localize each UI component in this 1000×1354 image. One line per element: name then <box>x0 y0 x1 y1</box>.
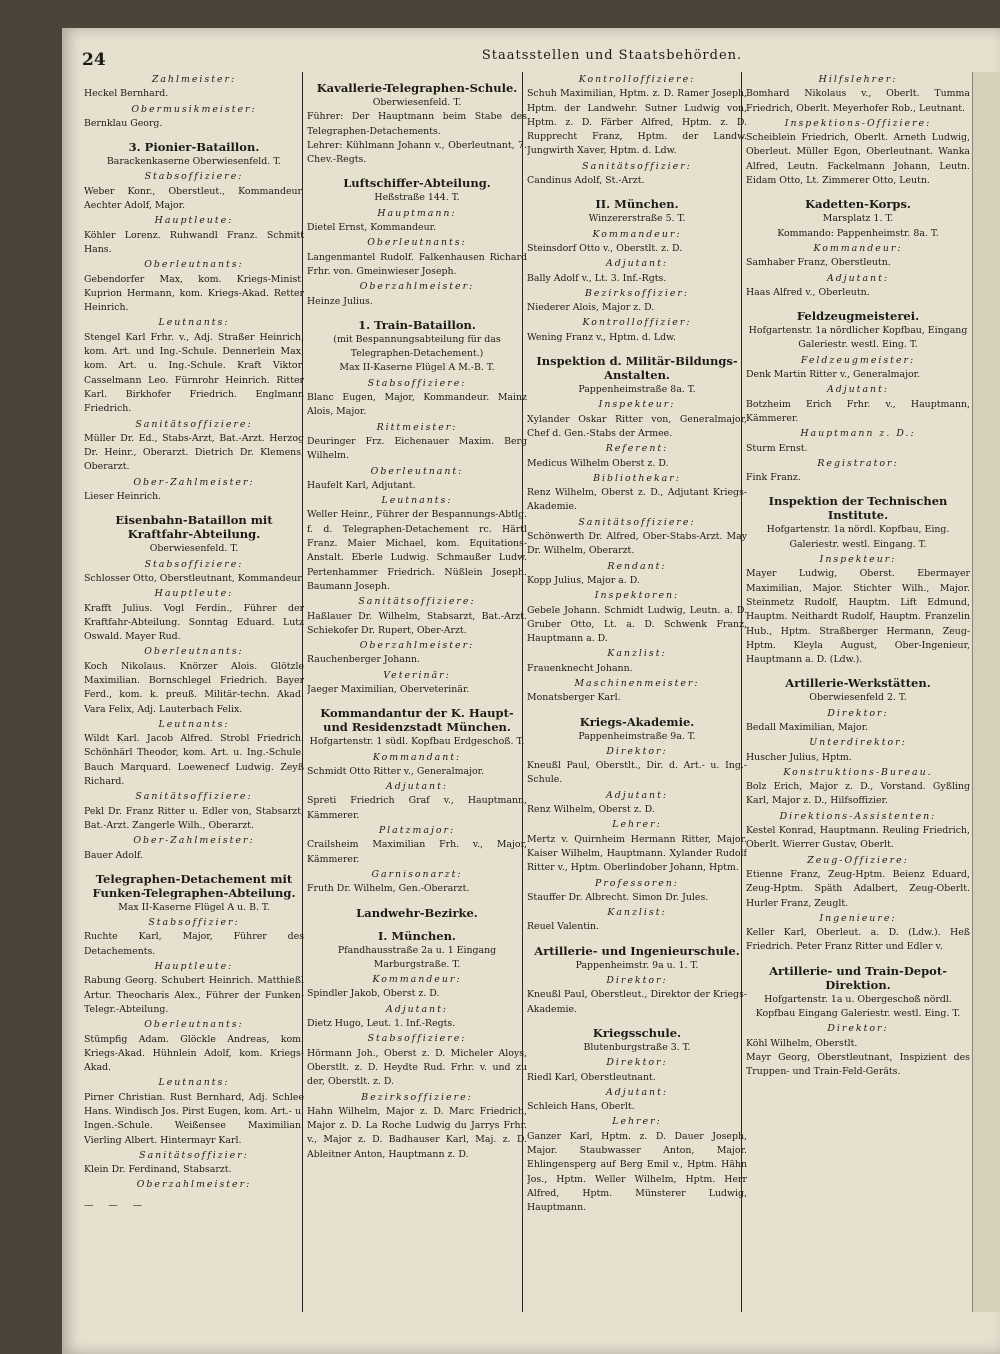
section-heading: Inspektion d. Militär-Bildungs-Anstalten. <box>536 354 738 383</box>
section-address: Pappenheimstraße 9a. T. <box>578 730 696 742</box>
role-label: Adjutant: <box>826 384 890 396</box>
entry: Keller Karl, Oberleut. a. D. (Ldw.). Heß Friedrich. Peter Franz Ritter und Edler v. <box>746 927 970 953</box>
role-label: Direktor: <box>606 745 668 757</box>
role-label: Direktor: <box>827 707 889 719</box>
entry: Weller Heinr., Führer der Bespannungs-Abtlg. f. d. Telegraphen-Detachement rc. Härtl Franz. Maier Michael, kom. Equitations-Anstalt. Eberle Ludwig. Schmaußer Ludw. Pertenhammer Friedrich. Nüßlein Joseph. Baumann Joseph. <box>307 509 527 592</box>
section-heading: 1. Train-Bataillon. <box>358 317 476 332</box>
entry: Crailsheim Maximilian Frh. v., Major, Kämmerer. <box>307 839 527 865</box>
entry: Riedl Karl, Oberstleutnant. <box>527 1071 656 1083</box>
section-heading: Kadetten-Korps. <box>805 197 911 212</box>
entry: Niederer Alois, Major z. D. <box>527 302 655 314</box>
role-label: Inspekteur: <box>598 399 676 411</box>
entry: Köhl Wilhelm, Oberstlt. <box>746 1037 858 1049</box>
entry: Denk Martin Ritter v., Generalmajor. <box>746 369 921 381</box>
role-label: Adjutant: <box>605 1086 669 1098</box>
role-label: Sanitätsoffiziere: <box>358 596 476 608</box>
role-label: Oberleutnants: <box>144 646 244 658</box>
entry: Führer: Der Hauptmann beim Stabe des Telegraphen-Detachements. <box>307 111 527 137</box>
role-label: Adjutant: <box>385 781 449 793</box>
role-label: Hauptleute: <box>154 588 234 600</box>
role-label: Oberleutnants: <box>144 1019 244 1031</box>
entry: Spindler Jakob, Oberst z. D. <box>307 988 440 1000</box>
trailing-dash: — — — <box>84 1199 149 1211</box>
entry: Heckel Bernhard. <box>84 88 169 100</box>
page-number: 24 <box>82 50 106 70</box>
column-1 <box>84 72 304 1342</box>
entry: Bolz Erich, Major z. D., Vorstand. Gyßling Karl, Major z. D., Hilfsoffizier. <box>746 781 970 807</box>
section-heading: Artillerie- und Train-Depot-Direktion. <box>769 963 947 992</box>
role-label: Platzmajor: <box>378 825 456 837</box>
entry: Ganzer Karl, Hptm. z. D. Dauer Joseph, Major. Staubwasser Anton, Major. Ehlingensperg auf Berg Emil v., Hptm. Hähn Jos., Hptm. Weller Wilhelm, Hptm. Herr Alfred, Hptm. Münsterer Ludwig, Hauptmann. <box>527 1130 747 1214</box>
section-address: Hofgartenstr. 1a nördl. Kopfbau, Eing. Galeriestr. westl. Eingang. T. <box>766 524 950 550</box>
entry: Wening Franz v., Hptm. d. Ldw. <box>527 331 677 343</box>
role-label: Hauptleute: <box>154 215 234 227</box>
section-address: Oberwiesenfeld 2. T. <box>809 692 907 704</box>
role-label: Stabsoffizier: <box>148 917 240 929</box>
role-label: Garnisonarzt: <box>371 868 463 880</box>
role-label: Direktions-Assistenten: <box>779 810 937 822</box>
role-label: Stabsoffiziere: <box>144 558 244 570</box>
entry: Steinsdorf Otto v., Oberstlt. z. D. <box>527 242 683 254</box>
entry: Xylander Oskar Ritter von, Generalmajor, Chef d. Gen.-Stabs der Armee. <box>527 413 747 439</box>
entry: Mayr Georg, Oberstleutnant, Inspizient des Truppen- und Train-Feld-Geräts. <box>746 1051 970 1078</box>
role-label: Zahlmeister: <box>151 74 237 85</box>
role-label: Kommandeur: <box>372 974 462 986</box>
role-label: Stabsoffiziere: <box>367 1033 467 1045</box>
section-address: Hofgartenstr. 1 südl. Kopfbau Erdgeschoß. T. <box>309 736 525 748</box>
role-label: Kanzlist: <box>607 648 667 660</box>
entry: Renz Wilhelm, Oberst z. D. <box>527 804 655 816</box>
role-label: Leutnants: <box>158 317 230 329</box>
role-label: Obermusikmeister: <box>131 103 257 115</box>
role-label: Inspekteur: <box>819 554 897 566</box>
role-label: Rendant: <box>607 560 667 572</box>
entry: Scheiblein Friedrich, Oberlt. Arneth Ludwig, Oberleut. Müller Egon, Oberleutnant. Wanka Alfred, Leutn. Fackelmann Johann, Leutn. Eidam Otto, Lt. Zimmerer Otto, Leutn. <box>746 132 970 187</box>
role-label: Registrator: <box>817 457 899 469</box>
role-label: Kommandant: <box>372 751 462 763</box>
role-label: Professoren: <box>595 877 679 889</box>
role-label: Kanzlist: <box>607 907 667 919</box>
role-label: Hilfslehrer: <box>818 74 898 85</box>
role-label: Rittmeister: <box>376 421 458 433</box>
role-label: Oberleutnants: <box>367 237 467 249</box>
section-heading: Artillerie-Werkstätten. <box>785 676 931 691</box>
role-label: Ober-Zahlmeister: <box>133 476 255 488</box>
entry: Schuh Maximilian, Hptm. z. D. Ramer Joseph, Hptm. der Landwehr. Sutner Ludwig von, Hptm. z. D. Färber Alfred, Hptm. z. D. Rupprecht Franz, Hptm. der Landw. Jungwirth Xaver, Hptm. d. Ldw. <box>527 88 747 157</box>
section-address: Blutenburgstraße 3. T. <box>583 1041 691 1053</box>
entry: Fruth Dr. Wilhelm, Gen.-Oberarzt. <box>307 883 470 895</box>
entry: Bedall Maximilian, Major. <box>746 721 869 733</box>
role-label: Hauptleute: <box>154 961 234 973</box>
role-label: Kommandeur: <box>592 228 682 240</box>
section-address: (mit Bespannungsabteilung für das Telegraphen-Detachement.) <box>333 333 501 360</box>
section-address: Oberwiesenfeld. T. <box>372 97 462 108</box>
column-3 <box>527 72 747 1342</box>
entry: Kopp Julius, Major a. D. <box>527 574 640 586</box>
entry: Samhaber Franz, Oberstleutn. <box>746 257 891 269</box>
section-address: Marsplatz 1. T. <box>822 213 894 225</box>
adjacent-page-edge <box>972 72 1000 1312</box>
entry: Stengel Karl Frhr. v., Adj. Straßer Heinrich, kom. Art. und Ing.-Schule. Dennerlein Max, kom. Art. u. Ing.-Schule. Kraft Viktor. Casselmann Leo. Fürnrohr Heinrich. Ritter Karl. Birkhofer Friedrich. Englmann Friedrich. <box>84 331 304 415</box>
role-label: Adjutant: <box>826 272 890 284</box>
entry: Hahn Wilhelm, Major z. D. Marc Friedrich, Major z. D. La Roche Ludwig du Jarrys Frhr. v., Major z. D. Badhauser Karl, Maj. z. D. Ableitner Anton, Hauptmann z. D. <box>307 1105 527 1160</box>
column-4 <box>746 72 970 1342</box>
role-label: Adjutant: <box>605 258 669 270</box>
section-address: Kommando: Pappenheimstr. 8a. T. <box>777 227 939 239</box>
role-label: Direktor: <box>827 1023 889 1035</box>
entry: Deuringer Frz. Eichenauer Maxim. Berg Wilhelm. <box>307 435 527 462</box>
entry: Rabung Georg. Schubert Heinrich. Matthießl Artur. Theocharis Alex., Führer der Funken-Telegr.-Abteilung. <box>84 975 304 1015</box>
entry: Mayer Ludwig, Oberst. Ebermayer Maximilian, Major. Stichter Wilh., Major. Steinmetz Rudolf, Hauptm. Lift Edmund, Hauptm. Neithardt Rudolf, Hauptm. Franzelin Hub., Hptm. Straßberger Hermann, Zeug-Hptm. Kleyla August, Ober-Ingenieur, Hauptmann a. D. (Ldw.). <box>746 568 970 666</box>
entry: Frauenknecht Johann. <box>527 662 633 674</box>
entry: Monatsberger Karl. <box>527 692 621 704</box>
role-label: Kommandeur: <box>813 242 903 254</box>
role-label: Direktor: <box>606 1057 668 1069</box>
role-label: Sanitätsoffizier: <box>582 160 692 172</box>
section-address: Max II-Kaserne Flügel A u. B. T. <box>118 901 270 913</box>
entry: Bauer Adolf. <box>84 849 144 861</box>
role-label: Stabsoffiziere: <box>367 377 467 389</box>
document-page <box>62 28 1000 1354</box>
entry: Spreti Friedrich Graf v., Hauptmann, Kämmerer. <box>307 795 527 821</box>
entry: Fink Franz. <box>746 472 801 484</box>
role-label: Referent: <box>605 443 669 455</box>
entry: Blanc Eugen, Major, Kommandeur. Mainz Alois, Major. <box>307 392 527 418</box>
entry: Schleich Hans, Oberlt. <box>527 1101 635 1113</box>
role-label: Veterinär: <box>383 669 451 681</box>
entry: Heinze Julius. <box>307 295 373 307</box>
entry: Pekl Dr. Franz Ritter u. Edler von, Stabsarzt, Bat.-Arzt. Zangerle Wilh., Oberarzt. <box>84 805 304 831</box>
role-label: Inspektoren: <box>594 590 680 602</box>
section-heading: Feldzeugmeisterei. <box>796 309 920 324</box>
entry: Rauchenberger Johann. <box>307 654 420 666</box>
role-label: Adjutant: <box>385 1003 449 1015</box>
section-address: Hofgartenstr. 1a nördlicher Kopfbau, Eingang Galeriestr. westl. Eing. T. <box>748 325 968 351</box>
column-2 <box>307 72 527 1342</box>
entry: Ruchte Karl, Major, Führer des Detachements. <box>84 931 304 957</box>
role-label: Unterdirektor: <box>809 737 907 749</box>
entry: Gebele Johann. Schmidt Ludwig, Leutn. a. D. Gruber Otto, Lt. a. D. Schwenk Franz, Hauptmann a. D. <box>527 604 747 645</box>
entry: Bomhard Nikolaus v., Oberlt. Tumma Friedrich, Oberlt. Meyerhofer Rob., Leutnant. <box>746 88 970 114</box>
entry: Medicus Wilhelm Oberst z. D. <box>527 457 669 469</box>
entry: Dietel Ernst, Kommandeur. <box>307 222 437 234</box>
role-label: Ingenieure: <box>819 912 897 924</box>
role-label: Konstruktions-Bureau. <box>783 766 933 778</box>
role-label: Feldzeugmeister: <box>800 354 916 366</box>
role-label: Leutnants: <box>158 1077 230 1089</box>
section-heading: Eisenbahn-Bataillon mit Kraftfahr-Abteilung. <box>115 513 273 542</box>
role-label: Kontrolloffizier: <box>582 317 692 329</box>
section-address: Winzererstraße 5. T. <box>588 213 686 225</box>
section-address: Pappenheimstr. 9a u. 1. T. <box>575 959 699 971</box>
entry: Weber Konr., Oberstleut., Kommandeur. Aechter Adolf, Major. <box>84 185 304 212</box>
entry: Haßlauer Dr. Wilhelm, Stabsarzt, Bat.-Arzt. Schiekofer Dr. Rupert, Ober-Arzt. <box>307 610 527 636</box>
section-heading: Telegraphen-Detachement mit Funken-Telegraphen-Abteilung. <box>92 871 296 900</box>
entry: Pirner Christian. Rust Bernhard, Adj. Schlee Hans. Windisch Jos. Pirst Eugen, kom. Art.- u. Ingen.-Schule. Weißensee Maximilian. Vierling Albert. Hintermayr Karl. <box>84 1091 304 1146</box>
entry: Kneußl Paul, Oberstleut., Direktor der Kriegs-Akademie. <box>527 989 747 1015</box>
entry: Stauffer Dr. Albrecht. Simon Dr. Jules. <box>527 891 709 903</box>
role-label: Ober-Zahlmeister: <box>133 835 255 847</box>
entry: Mertz v. Quirnheim Hermann Ritter, Major. Kaiser Wilhelm, Hauptmann. Xylander Rudolf Ritter v., Hptm. Oberlindober Johann, Hptm. <box>527 833 747 874</box>
entry: Hörmann Joh., Oberst z. D. Micheler Aloys, Oberstlt. z. D. Heydte Rud. Frhr. v. und zu der, Oberstlt. z. D. <box>307 1047 527 1088</box>
section-heading: I. München. <box>378 928 456 943</box>
entry: Haufelt Karl, Adjutant. <box>307 479 416 491</box>
role-label: Bezirksoffiziere: <box>361 1091 473 1103</box>
entry: Haas Alfred v., Oberleutn. <box>746 286 870 298</box>
entry: Wildt Karl. Jacob Alfred. Strobl Friedrich. Schönhärl Theodor, kom. Art. u. Ing.-Schule. Bauch Marquard. Loewenecf Ludwig. Zeyß Richard. <box>84 733 304 788</box>
entry: Reuel Valentin. <box>527 921 600 933</box>
section-heading: Kavallerie-Telegraphen-Schule. <box>316 81 518 95</box>
role-label: Stabsoffiziere: <box>144 171 244 183</box>
role-label: Hauptmann z. D.: <box>800 428 916 440</box>
entry: Botzheim Erich Frhr. v., Hauptmann, Kämmerer. <box>746 398 970 424</box>
role-label: Zeug-Offiziere: <box>807 854 909 866</box>
section-heading: Kommandantur der K. Haupt- und Residenzstadt München. <box>320 706 514 735</box>
section-heading: Artillerie- und Ingenieurschule. <box>534 943 740 958</box>
entry: Etienne Franz, Zeug-Hptm. Beienz Eduard, Zeug-Hptm. Späth Adalbert, Zeug-Oberlt. Hurler Franz, Zeuglt. <box>746 868 970 909</box>
section-address: Heßstraße 144. T. <box>374 192 460 204</box>
section-address: Barackenkaserne Oberwiesenfeld. T. <box>106 156 282 168</box>
role-label: Bibliothekar: <box>593 472 681 484</box>
role-label: Maschinenmeister: <box>574 677 700 689</box>
entry: Lieser Heinrich. <box>84 491 162 503</box>
section-address: Pfandhausstraße 2a u. 1 Eingang Marburgstraße. T. <box>337 944 497 970</box>
role-label: Lehrer: <box>612 819 662 831</box>
entry: Müller Dr. Ed., Stabs-Arzt, Bat.-Arzt. Herzog Dr. Heinr., Oberarzt. Dietrich Dr. Klemens, Oberarzt. <box>84 432 304 473</box>
role-label: Oberzahlmeister: <box>359 281 475 293</box>
section-heading: II. München. <box>595 197 679 212</box>
entry: Schönwerth Dr. Alfred, Ober-Stabs-Arzt. May Dr. Wilhelm, Oberarzt. <box>527 531 747 557</box>
section-heading: Kriegsschule. <box>592 1025 682 1040</box>
role-label: Kontrolloffiziere: <box>578 74 696 85</box>
role-label: Lehrer: <box>612 1116 662 1128</box>
entry: Bernklau Georg. <box>84 117 163 129</box>
entry: Köhler Lorenz. Ruhwandl Franz. Schmitt Hans. <box>84 229 304 255</box>
entry: Jaeger Maximilian, Oberveterinär. <box>307 683 470 695</box>
entry: Gebendorfer Max, kom. Kriegs-Minist. Kuprion Hermann, kom. Kriegs-Akad. Retter Heinrich. <box>84 273 304 314</box>
section-heading: Luftschiffer-Abteilung. <box>343 176 491 191</box>
section-address: Pappenheimstraße 8a. T. <box>578 384 696 396</box>
entry: Langenmantel Rudolf. Falkenhausen Richard Frhr. von. Gmeinwieser Joseph. <box>307 251 527 277</box>
role-label: Oberleutnants: <box>144 259 244 271</box>
entry: Sturm Ernst. <box>746 442 808 454</box>
section-heading: Inspektion der Technischen Institute. <box>768 494 948 523</box>
entry: Klein Dr. Ferdinand, Stabsarzt. <box>84 1164 232 1176</box>
entry: Koch Nikolaus. Knörzer Alois. Glötzle Maximilian. Bornschlegel Friedrich. Bayer Ferd., kom. k. preuß. Militär-techn. Akad. Vara Felix, Adj. Lauterbach Felix. <box>84 660 304 715</box>
entry: Lehrer: Kühlmann Johann v., Oberleutnant, 7. Chev.-Regts. <box>307 139 527 166</box>
role-label: Sanitätsoffiziere: <box>135 791 253 803</box>
role-label: Oberleutnant: <box>370 465 464 477</box>
role-label: Adjutant: <box>605 789 669 801</box>
section-address: Max II-Kaserne Flügel A M.-B. T. <box>339 362 495 374</box>
running-head: Staatsstellen und Staatsbehörden. <box>481 48 743 63</box>
role-label: Leutnants: <box>158 718 230 730</box>
entry: Dietz Hugo, Leut. 1. Inf.-Regts. <box>307 1018 456 1030</box>
section-address: Hofgartenstr. 1a u. Obergeschoß nördl. Kopfbau Eingang Galeriestr. westl. Eing. T. <box>755 993 961 1020</box>
section-heading: Landwehr-Bezirke. <box>356 905 478 920</box>
section-heading: 3. Pionier-Bataillon. <box>128 140 260 155</box>
entry: Schmidt Otto Ritter v., Generalmajor. <box>307 765 485 777</box>
entry: Kneußl Paul, Oberstlt., Dir. d. Art.- u. Ing.-Schule. <box>527 760 747 786</box>
entry: Bally Adolf v., Lt. 3. Inf.-Rgts. <box>527 272 667 284</box>
section-address: Oberwiesenfeld. T. <box>149 543 239 555</box>
role-label: Oberzahlmeister: <box>136 1179 252 1191</box>
entry: Schlosser Otto, Oberstleutnant, Kommandeur. <box>84 572 304 584</box>
role-label: Sanitätsoffizier: <box>139 1149 249 1161</box>
entry: Krafft Julius. Vogl Ferdin., Führer der Kraftfahr-Abteilung. Sonntag Eduard. Lutz Oswald. Mayer Rud. <box>84 602 304 643</box>
role-label: Leutnants: <box>381 495 453 507</box>
entry: Renz Wilhelm, Oberst z. D., Adjutant Kriegs-Akademie. <box>527 487 747 513</box>
role-label: Oberzahlmeister: <box>359 640 475 652</box>
entry: Candinus Adolf, St.-Arzt. <box>527 175 645 187</box>
role-label: Sanitätsoffiziere: <box>135 418 253 430</box>
role-label: Sanitätsoffiziere: <box>578 516 696 528</box>
entry: Stümpfig Adam. Glöckle Andreas, kom. Kriegs-Akad. Hühnlein Adolf, kom. Kriegs-Akad. <box>84 1033 304 1074</box>
entry: Kestel Konrad, Hauptmann. Reuling Friedrich, Oberlt. Wierrer Gustav, Oberlt. <box>746 825 970 851</box>
role-label: Direktor: <box>606 975 668 987</box>
role-label: Inspektions-Offiziere: <box>784 117 932 129</box>
entry: Huscher Julius, Hptm. <box>746 751 852 763</box>
role-label: Bezirksoffizier: <box>584 287 690 299</box>
role-label: Hauptmann: <box>377 207 457 219</box>
section-heading: Kriegs-Akademie. <box>579 714 695 729</box>
